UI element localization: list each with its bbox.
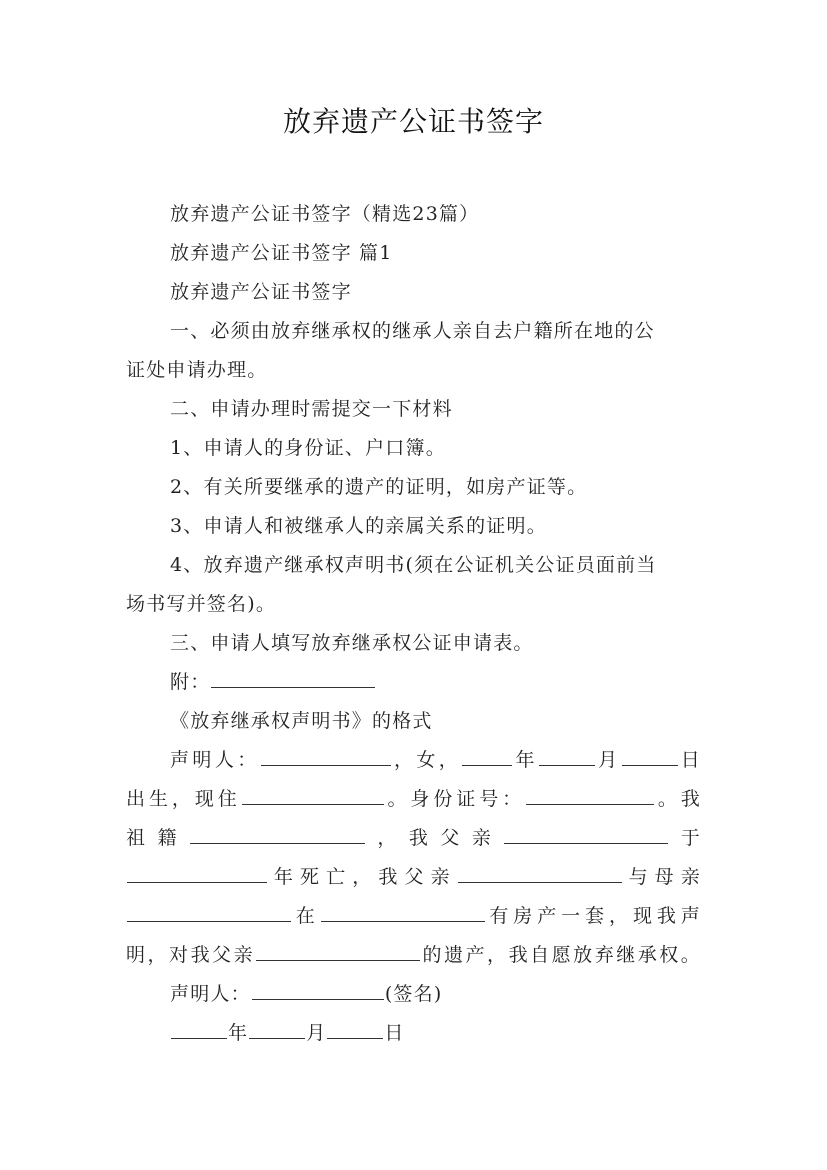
- text-segment: ，女，: [391, 749, 462, 771]
- blank-field: [526, 788, 654, 805]
- text-segment: 有房产一套，现我声: [485, 905, 701, 927]
- paragraph: 1、申请人的身份证、户口簿。: [170, 437, 446, 459]
- blank-field: [256, 944, 420, 961]
- text-segment: 年: [513, 749, 538, 771]
- blank-field: [261, 749, 391, 766]
- text-segment: 年死亡，我父亲: [268, 866, 457, 888]
- declaration-line-5: [126, 901, 701, 928]
- document-title: 放弃遗产公证书签字: [282, 105, 544, 138]
- text-segment: 出生，现住: [126, 788, 241, 810]
- paragraph: 《放弃继承权声明书》的格式: [170, 710, 433, 732]
- text-segment: 。我: [655, 788, 701, 810]
- blank-field: [622, 749, 678, 766]
- blank-field: [252, 983, 384, 1000]
- blank-field: [249, 1022, 305, 1039]
- date-line: [170, 1018, 701, 1045]
- paragraph: 场书写并签名)。: [126, 593, 277, 615]
- paragraph: 一、必须由放弃继承权的继承人亲自去户籍所在地的公: [170, 320, 655, 342]
- text-segment: 月: [595, 749, 621, 771]
- paragraph: 放弃遗产公证书签字（精选23篇）: [170, 203, 480, 225]
- text-segment: 与母亲: [622, 866, 701, 888]
- blank-field: [504, 827, 668, 844]
- text-segment: 于: [669, 827, 701, 849]
- paragraph: 证处申请办理。: [126, 359, 268, 381]
- text-segment: 在: [292, 905, 320, 927]
- attachment-line: [170, 667, 701, 694]
- blank-field: [539, 749, 595, 766]
- text-segment: 日: [384, 1022, 405, 1044]
- text-segment: 月: [306, 1022, 327, 1044]
- paragraph: 4、放弃遗产继承权声明书(须在公证机关公证员面前当: [170, 554, 657, 576]
- text-segment: 的遗产，我自愿放弃继承权。: [421, 944, 701, 966]
- blank-field: [171, 1022, 227, 1039]
- text-segment: 祖籍: [126, 827, 190, 849]
- paragraph: 2、有关所要继承的遗产的证明，如房产证等。: [170, 476, 588, 498]
- text-segment: 。身份证号：: [384, 788, 526, 810]
- text-segment: 声明人：: [170, 983, 251, 1005]
- declaration-line-3: [126, 823, 701, 850]
- text-segment: 年: [228, 1022, 249, 1044]
- blank-field: [127, 905, 291, 922]
- declaration-line-6: [126, 940, 701, 967]
- attachment-label: 附：: [170, 671, 211, 693]
- declaration-line-1: [170, 745, 701, 772]
- signature-line: [170, 979, 701, 1006]
- text-segment: ，我父亲: [366, 827, 504, 849]
- blank-field: [211, 671, 375, 688]
- paragraph: 放弃遗产公证书签字 篇1: [170, 242, 393, 264]
- text-segment: 日: [678, 749, 702, 771]
- text-segment: (签名): [384, 983, 443, 1005]
- blank-field: [321, 905, 485, 922]
- text-segment: 明，对我父亲: [126, 944, 256, 966]
- blank-field: [458, 866, 622, 883]
- blank-field: [190, 827, 365, 844]
- paragraph: 放弃遗产公证书签字: [170, 281, 352, 303]
- paragraph: 三、申请人填写放弃继承权公证申请表。: [170, 632, 534, 654]
- text-segment: 声明人：: [170, 749, 260, 771]
- paragraph: 3、申请人和被继承人的亲属关系的证明。: [170, 515, 547, 537]
- paragraph: 二、申请办理时需提交一下材料: [170, 398, 453, 420]
- blank-field: [127, 866, 267, 883]
- declaration-line-2: [126, 784, 701, 811]
- blank-field: [327, 1022, 383, 1039]
- blank-field: [462, 749, 512, 766]
- blank-field: [242, 788, 384, 805]
- declaration-line-4: [126, 862, 701, 889]
